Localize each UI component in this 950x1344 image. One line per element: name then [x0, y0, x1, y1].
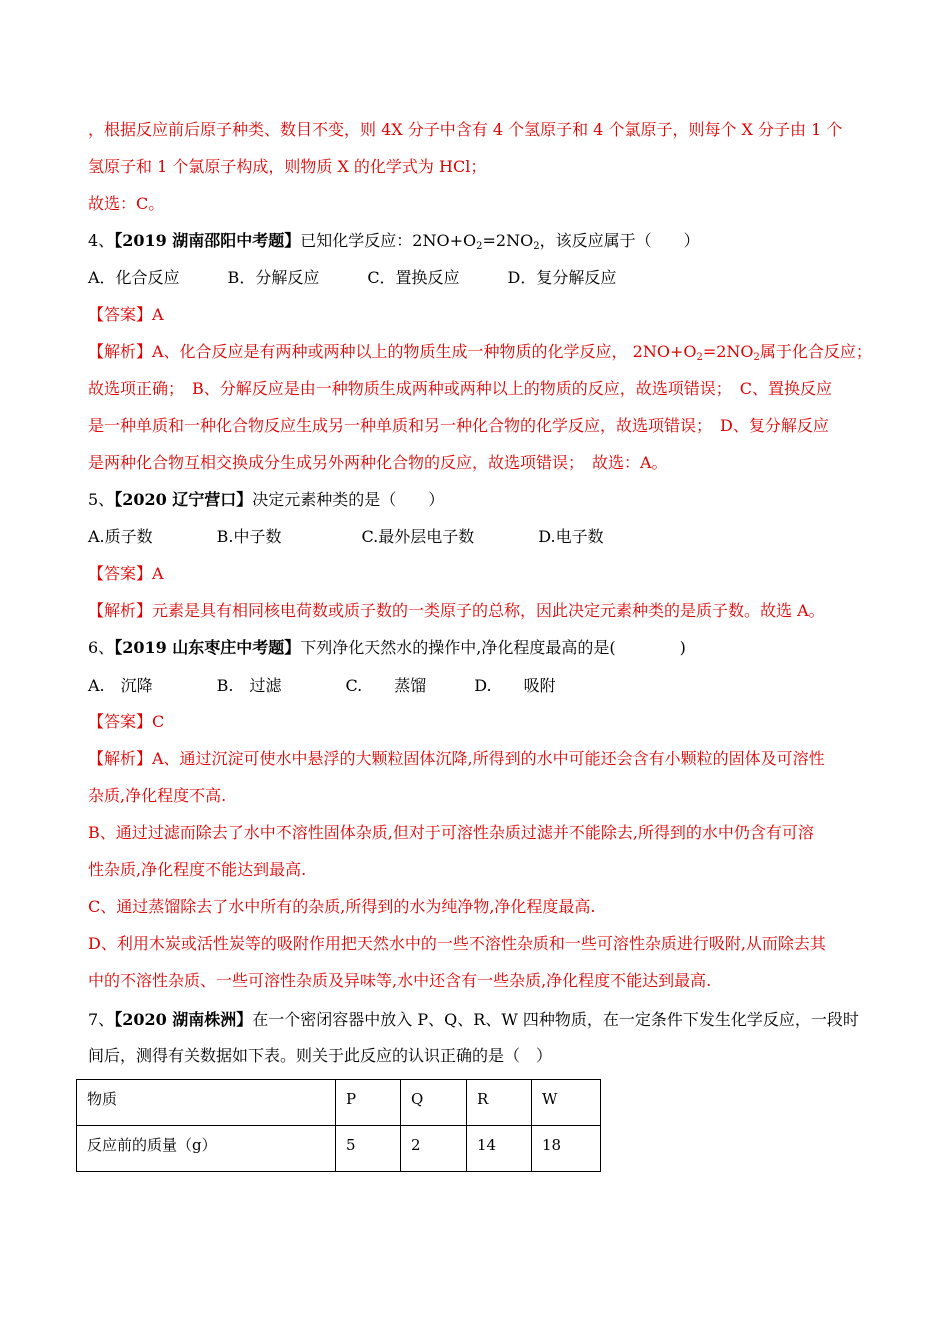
question-5 [88, 490, 868, 510]
question-options: A．化合反应 B．分解反应 C．置换反应 D．复分解反应 [88, 268, 617, 287]
explanation-line: 【解析】元素是具有相同核电荷数或质子数的一类原子的总称，因此决定元素种类的是质子数。故选 A。 [88, 601, 825, 620]
question-text: 已知化学反应：2NO+O [300, 231, 477, 250]
table-cell: W [532, 1080, 601, 1126]
question-text: 决定元素种类的是（ ） [252, 490, 445, 509]
table-row [77, 1080, 601, 1126]
explanation-line: 杂质,净化程度不高. [88, 786, 227, 805]
explanation-line [88, 342, 872, 368]
question-number: 7、 [88, 1010, 115, 1029]
answer-label: 【答案】C [88, 712, 165, 731]
question-7 [88, 1010, 868, 1030]
explanation-text: 【解析】A、化合反应是有两种或两种以上的物质生成一种物质的化学反应， 2NO+O [88, 342, 697, 361]
subscript: 2 [753, 352, 760, 363]
question-source: 【2019 湖南邵阳中考题】 [114, 231, 301, 250]
question-text: 下列净化天然水的操作中,净化程度最高的是( ) [300, 638, 686, 657]
question-6 [88, 638, 868, 658]
question-source: 【2020 湖南株洲】 [114, 1010, 253, 1029]
table-cell: 18 [532, 1126, 601, 1172]
question-options: A. 沉降 B. 过滤 C. 蒸馏 D. 吸附 [88, 676, 556, 695]
table-cell: 物质 [77, 1080, 336, 1126]
explanation-text: 属于化合反应； [759, 342, 872, 361]
table-cell: 反应前的质量（g） [77, 1126, 336, 1172]
question-4 [88, 231, 868, 257]
explanation-line: 中的不溶性杂质、一些可溶性杂质及异味等,水中还含有一些杂质,净化程度不能达到最高. [88, 971, 712, 990]
explanation-line: 性杂质,净化程度不能达到最高. [88, 860, 307, 879]
answer-label: 【答案】A [88, 564, 164, 583]
question-text: =2NO [482, 231, 534, 250]
explanation-line: ，根据反应前后原子种类、数目不变，则 4X 分子中含有 4 个氢原子和 4 个氯原子，则每个 X 分子由 1 个 [88, 120, 843, 139]
subscript: 2 [476, 241, 483, 252]
question-text: 在一个密闭容器中放入 P、Q、R、W 四种物质，在一定条件下发生化学反应，一段时 [252, 1010, 859, 1029]
subscript: 2 [533, 241, 540, 252]
answer-choice-line: 故选：C。 [88, 194, 165, 213]
question-text: ，该反应属于（ ） [539, 231, 700, 250]
table-row [77, 1126, 601, 1172]
explanation-line: C、通过蒸馏除去了水中所有的杂质,所得到的水为纯净物,净化程度最高. [88, 897, 596, 916]
subscript: 2 [696, 352, 703, 363]
explanation-line: 是一种单质和一种化合物反应生成另一种单质和另一种化合物的化学反应，故选项错误； D、复分解反应 [88, 416, 829, 435]
data-table [76, 1079, 601, 1172]
table-cell: Q [401, 1080, 467, 1126]
table-cell: 5 [336, 1126, 401, 1172]
explanation-line: 是两种化合物互相交换成分生成另外两种化合物的反应，故选项错误； 故选：A。 [88, 453, 668, 472]
explanation-line: B、通过过滤而除去了水中不溶性固体杂质,但对于可溶性杂质过滤并不能除去,所得到的水中仍含有可溶 [88, 823, 814, 842]
question-options: A.质子数 B.中子数 C.最外层电子数 D.电子数 [88, 527, 604, 546]
question-source: 【2019 山东枣庄中考题】 [114, 638, 301, 657]
question-number: 4、 [88, 231, 115, 250]
explanation-line: 【解析】A、通过沉淀可使水中悬浮的大颗粒固体沉降,所得到的水中可能还会含有小颗粒的固体及可溶性 [88, 749, 825, 768]
explanation-line: D、利用木炭或活性炭等的吸附作用把天然水中的一些不溶性杂质和一些可溶性杂质进行吸附,从而除去其 [88, 934, 826, 953]
explanation-line: 氢原子和 1 个氯原子构成，则物质 X 的化学式为 HCl； [88, 157, 487, 176]
explanation-line: 故选项正确； B、分解反应是由一种物质生成两种或两种以上的物质的反应，故选项错误； C、置换反应 [88, 379, 833, 398]
table-cell: 14 [467, 1126, 532, 1172]
table-cell: P [336, 1080, 401, 1126]
question-text-line: 间后，测得有关数据如下表。则关于此反应的认识正确的是（ ） [88, 1046, 553, 1065]
question-source: 【2020 辽宁营口】 [114, 490, 253, 509]
table-cell: R [467, 1080, 532, 1126]
explanation-text: =2NO [702, 342, 754, 361]
answer-label: 【答案】A [88, 305, 164, 324]
table-cell: 2 [401, 1126, 467, 1172]
question-number: 6、 [88, 638, 115, 657]
question-number: 5、 [88, 490, 115, 509]
